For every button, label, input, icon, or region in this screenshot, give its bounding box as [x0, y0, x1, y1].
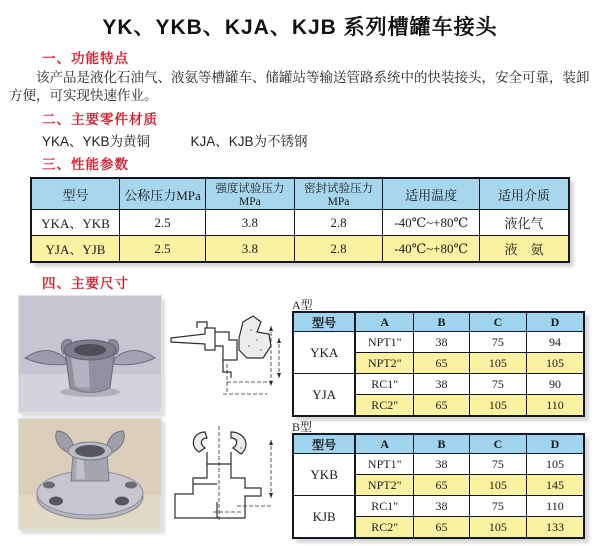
table-cell: 液化气 [480, 210, 570, 236]
table-cell: 105 [469, 395, 526, 417]
table-cell: NPT2" [355, 475, 413, 496]
table-cell: 105 [469, 517, 526, 539]
dim-a-header-b: B [414, 312, 470, 332]
dimension-table-a-header-row [293, 312, 584, 332]
table-cell: 2.5 [120, 210, 206, 236]
perf-header-nominal-pressure: 公称压力MPa [120, 178, 206, 210]
table-cell: NPT1" [355, 332, 413, 353]
table-cell: NPT2" [355, 353, 413, 374]
page-title: YK、YKB、KJA、KJB 系列槽罐车接头 [102, 16, 498, 39]
coupling-photo-b [18, 418, 162, 530]
table-row [293, 332, 584, 353]
performance-table-header-row [31, 178, 569, 210]
table-cell: -40℃~+80℃ [383, 210, 480, 236]
dim-b-header-b: B [414, 434, 470, 454]
perf-header-model: 型号 [31, 178, 120, 210]
table-cell: 38 [414, 496, 470, 517]
model-cell: YJA [293, 374, 355, 417]
table-cell: 2.8 [294, 210, 383, 236]
cross-section-drawing-b-image [167, 422, 287, 526]
table-cell: 3.8 [206, 210, 295, 236]
dim-b-header-model: 型号 [293, 434, 355, 454]
model-cell: KJB [293, 496, 355, 539]
table-cell: 65 [414, 475, 470, 496]
table-row [293, 454, 584, 475]
perf-header-strength-test: 强度试验压力MPa [206, 178, 295, 210]
table-cell: RC1" [355, 496, 413, 517]
table-cell: -40℃~+80℃ [383, 236, 480, 263]
table-cell: 110 [526, 395, 584, 417]
dim-b-header-d: D [526, 434, 584, 454]
dim-table-a-label: A型 [292, 298, 313, 312]
coupling-photo-a-image [19, 296, 161, 412]
perf-header-medium: 适用介质 [480, 178, 570, 210]
dim-a-header-a: A [355, 312, 413, 332]
dim-a-header-model: 型号 [293, 312, 355, 332]
dim-a-header-d: D [526, 312, 584, 332]
table-cell: 75 [469, 454, 526, 475]
model-cell: YKB [293, 454, 355, 496]
table-cell: 38 [414, 332, 470, 353]
table-cell: 105 [469, 353, 526, 374]
table-cell: 75 [469, 374, 526, 395]
table-cell: 65 [414, 395, 470, 417]
table-cell: 2.8 [294, 236, 383, 263]
dimensions-area [0, 294, 600, 546]
performance-table-row [31, 236, 569, 263]
model-cell: YKA [293, 332, 355, 374]
materials-text: YKA、YKB为黄铜 KJA、KJB为不锈钢 [42, 134, 308, 149]
table-cell: 94 [526, 332, 584, 353]
dimension-table-b [292, 433, 585, 539]
table-cell: 105 [526, 454, 584, 475]
section-heading-features: 一、功能特点 [42, 51, 129, 66]
table-cell: 110 [526, 496, 584, 517]
table-cell: 38 [414, 374, 470, 395]
section-heading-dimensions: 四、主要尺寸 [42, 276, 129, 291]
dim-b-header-c: C [469, 434, 526, 454]
cross-section-drawing-b [167, 422, 287, 526]
table-cell: NPT1" [355, 454, 413, 475]
table-cell: RC2" [355, 395, 413, 417]
performance-table [30, 177, 570, 263]
table-cell: 3.8 [206, 236, 295, 263]
table-cell: 75 [469, 332, 526, 353]
cross-section-drawing-a [167, 302, 287, 404]
table-cell: YKA、YKB [31, 210, 120, 236]
coupling-photo-a [18, 295, 162, 413]
table-cell: 65 [414, 517, 470, 539]
cross-section-drawing-a-image [167, 302, 287, 404]
section-heading-performance: 三、性能参数 [42, 157, 129, 172]
table-cell: RC1" [355, 374, 413, 395]
dim-b-header-a: A [355, 434, 413, 454]
dimension-table-a [292, 311, 585, 417]
dim-a-header-c: C [469, 312, 526, 332]
features-paragraph: 该产品是液化石油气、液氨等槽罐车、储罐站等输送管路系统中的快装接头，安全可靠，装卸方便，可实现快速作业。 [9, 70, 590, 103]
table-cell: 133 [526, 517, 584, 539]
dim-table-b-label: B型 [292, 420, 313, 434]
table-cell: 液 氨 [480, 236, 570, 263]
performance-table-row [31, 210, 569, 236]
table-row [293, 374, 584, 395]
section-heading-materials: 二、主要零件材质 [42, 112, 158, 127]
table-cell: 145 [526, 475, 584, 496]
dimension-table-b-header-row [293, 434, 584, 454]
table-cell: 105 [469, 475, 526, 496]
table-cell: 75 [469, 496, 526, 517]
table-row [293, 496, 584, 517]
perf-header-seal-test: 密封试验压力MPa [294, 178, 383, 210]
table-cell: RC2" [355, 517, 413, 539]
table-cell: 105 [526, 353, 584, 374]
table-cell: YJA、YJB [31, 236, 120, 263]
table-cell: 38 [414, 454, 470, 475]
table-cell: 65 [414, 353, 470, 374]
coupling-photo-b-image [19, 419, 161, 529]
table-cell: 90 [526, 374, 584, 395]
table-cell: 2.5 [120, 236, 206, 263]
perf-header-temperature: 适用温度 [383, 178, 480, 210]
